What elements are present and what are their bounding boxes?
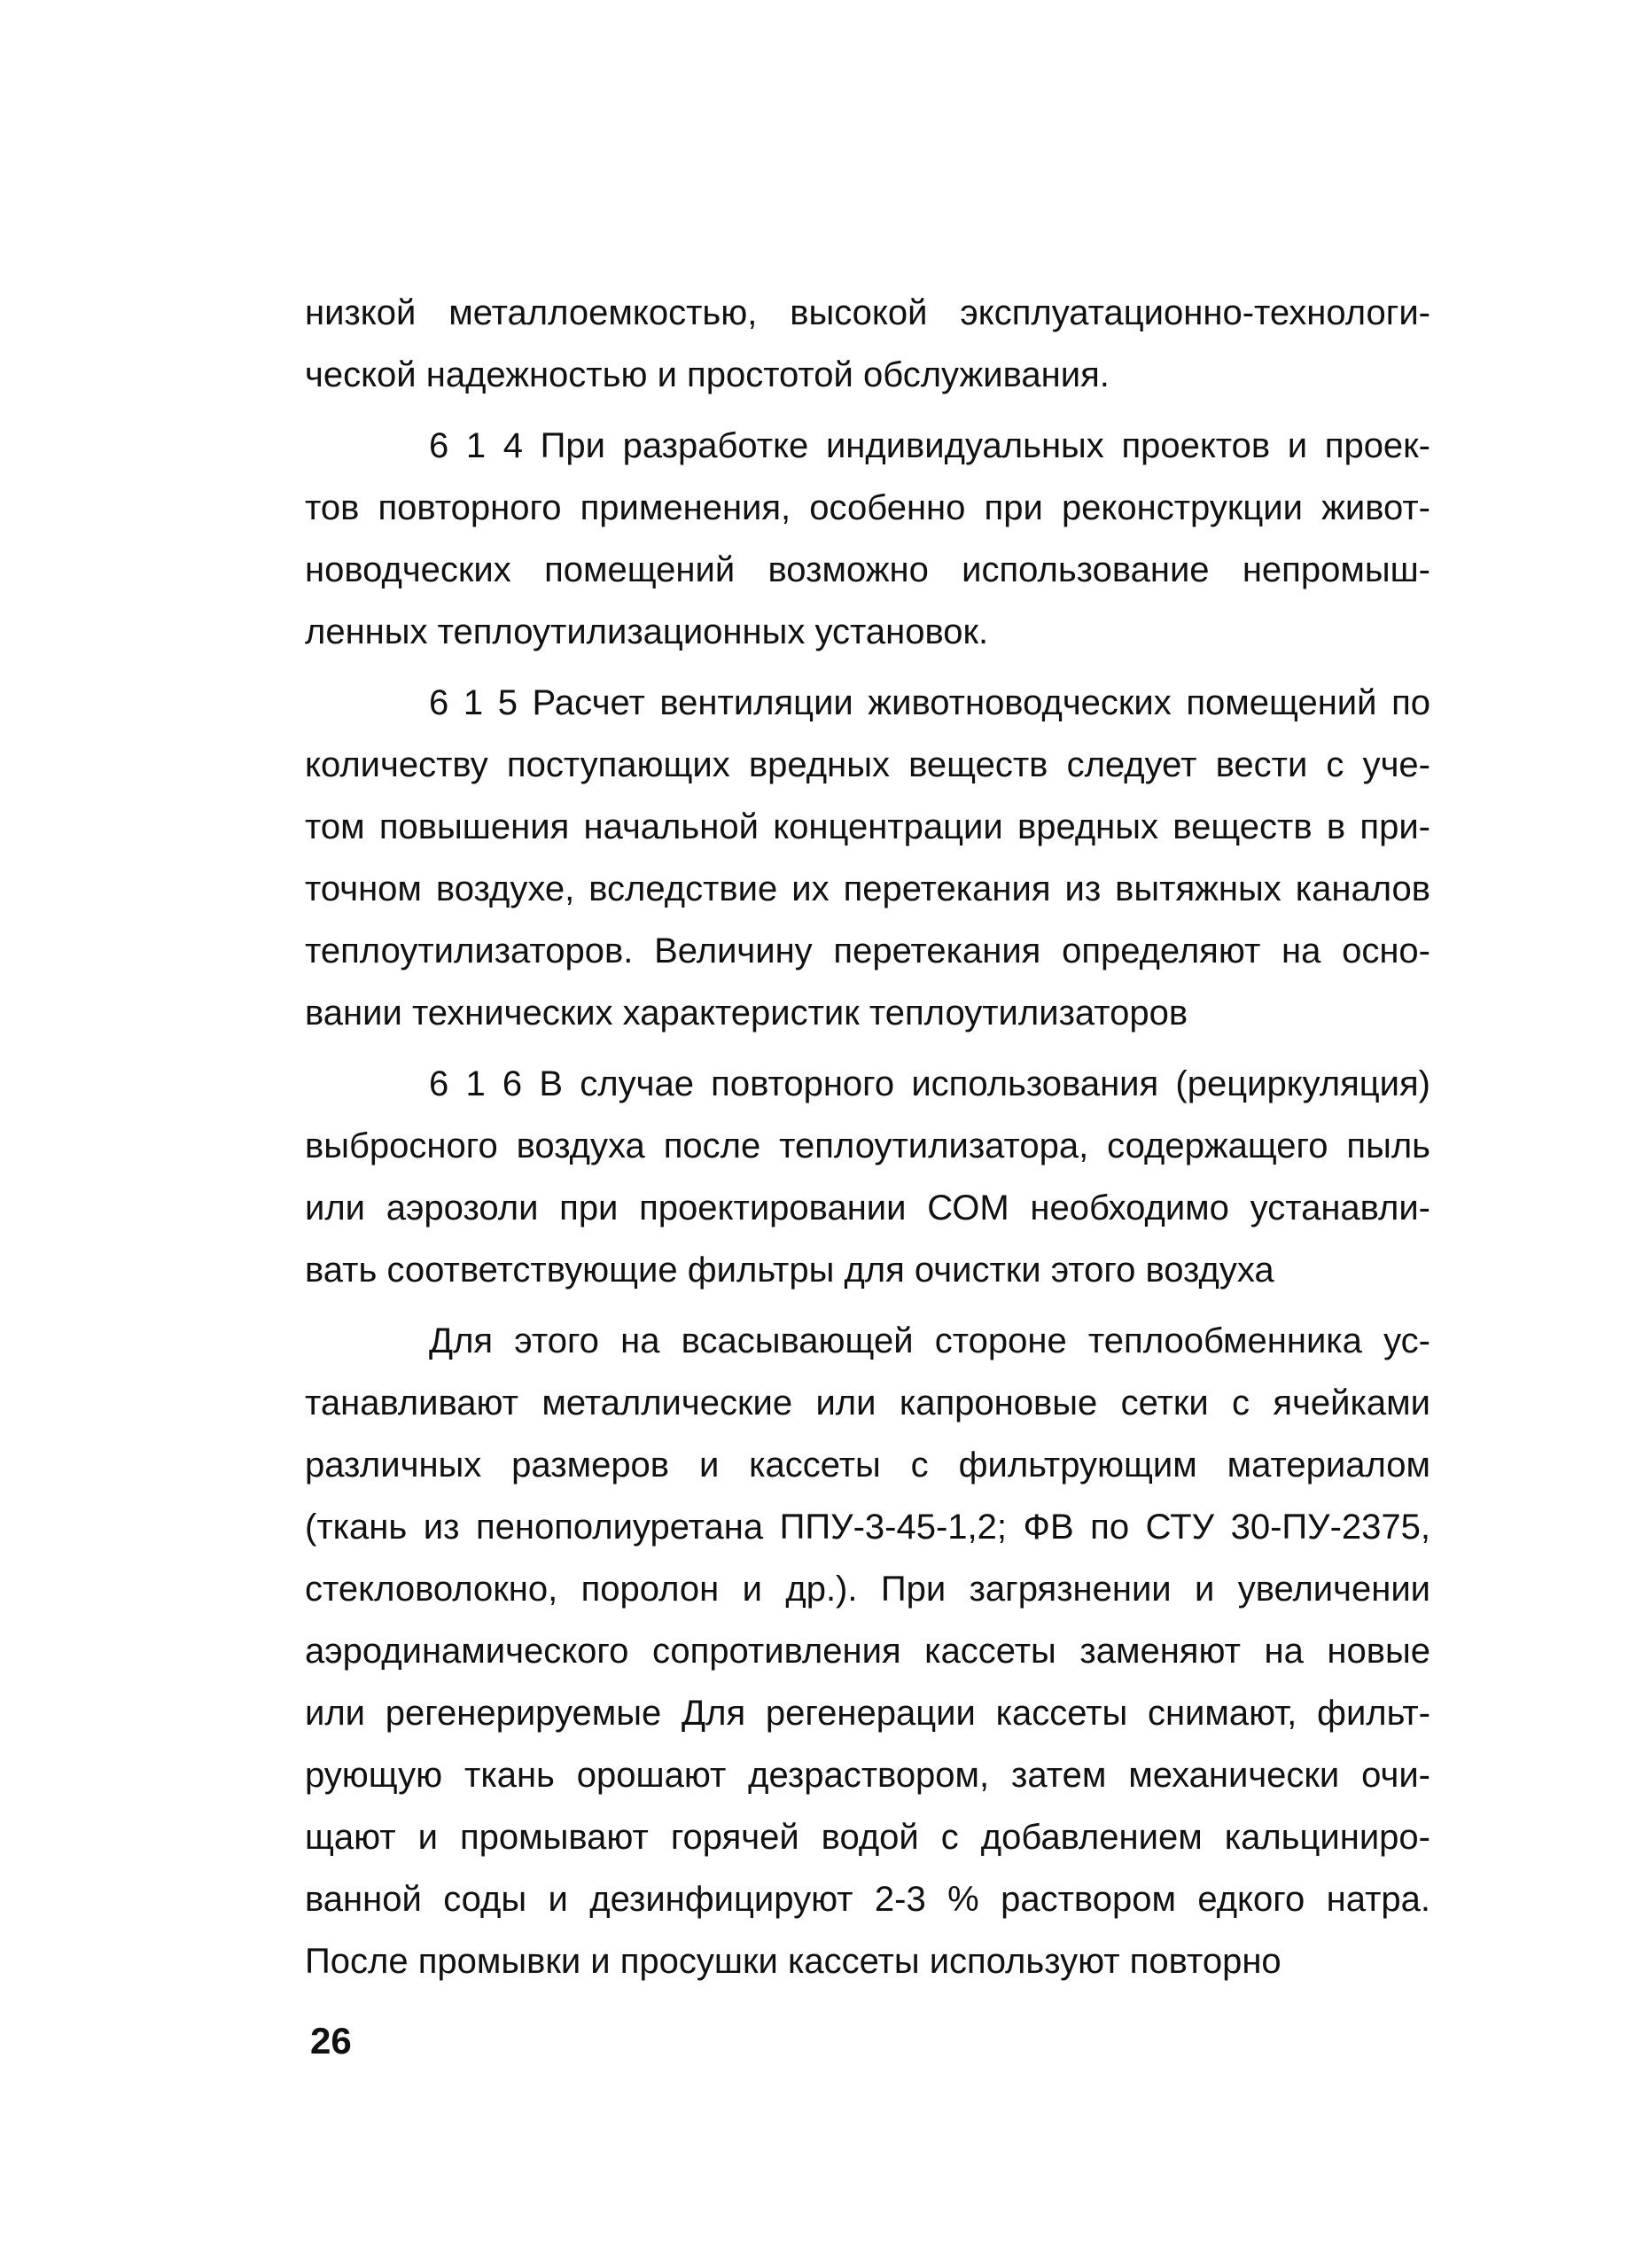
text-line: Для этого на всасывающей стороне теплообменника ус- xyxy=(429,1321,1430,1360)
paragraph-6-1-4 xyxy=(305,415,1430,663)
text-line: ленных теплоутилизационных установок. xyxy=(305,612,989,651)
text-line: ванной соды и дезинфицируют 2-3 % раствором едкого натра. xyxy=(305,1880,1430,1919)
text-line: количеству поступающих вредных веществ следует вести с уче- xyxy=(305,745,1430,784)
body-text xyxy=(305,282,1430,1992)
text-line: стекловолокно, поролон и др.). При загрязнении и увеличении xyxy=(305,1570,1430,1609)
text-line: аэродинамического сопротивления кассеты заменяют на новые xyxy=(305,1632,1430,1671)
text-line: том повышения начальной концентрации вредных веществ в при- xyxy=(305,807,1430,846)
text-line: или регенерируемые Для регенерации кассеты снимают, фильт- xyxy=(305,1694,1430,1733)
text-line: различных размеров и кассеты с фильтрующим материалом xyxy=(305,1446,1430,1485)
text-line: ческой надежностью и простотой обслуживания. xyxy=(305,355,1110,394)
text-line: танавливают металлические или капроновые сетки с ячейками xyxy=(305,1383,1430,1422)
text-line: точном воздухе, вследствие их перетекания из вытяжных каналов xyxy=(305,869,1430,908)
text-line: 6 1 5 Расчет вентиляции животноводческих помещений по xyxy=(429,683,1430,722)
text-line: рующую ткань орошают дезраствором, затем механически очи- xyxy=(305,1756,1430,1795)
text-line: новодческих помещений возможно использование непромыш- xyxy=(305,550,1430,589)
text-line: (ткань из пенополиуретана ППУ-3-45-1,2; ФВ по СТУ 30-ПУ-2375, xyxy=(305,1508,1430,1547)
paragraph-continuation xyxy=(305,282,1430,406)
text-line: выбросного воздуха после теплоутилизатора, содержащего пыль xyxy=(305,1126,1430,1165)
text-line: 6 1 4 При разработке индивидуальных проектов и проек- xyxy=(429,426,1430,465)
text-line: вании технических характеристик теплоутилизаторов xyxy=(305,994,1188,1033)
paragraph-filters xyxy=(305,1310,1430,1992)
text-line: После промывки и просушки кассеты используют повторно xyxy=(305,1942,1282,1981)
text-line: теплоутилизаторов. Величину перетекания определяют на осно- xyxy=(305,931,1430,970)
text-line: или аэрозоли при проектировании СОМ необходимо устанавли- xyxy=(305,1189,1430,1228)
text-line: тов повторного применения, особенно при реконструкции живот- xyxy=(305,488,1430,527)
paragraph-6-1-5 xyxy=(305,672,1430,1044)
text-line: вать соответствующие фильтры для очистки этого воздуха xyxy=(305,1251,1274,1290)
page-number: 26 xyxy=(310,2020,352,2061)
text-line: щают и промывают горячей водой с добавлением кальциниро- xyxy=(305,1818,1430,1857)
text-line: низкой металлоемкостью, высокой эксплуатационно-технологи- xyxy=(305,293,1430,332)
text-line: 6 1 6 В случае повторного использования (рециркуляция) xyxy=(429,1064,1430,1103)
paragraph-6-1-6 xyxy=(305,1053,1430,1301)
